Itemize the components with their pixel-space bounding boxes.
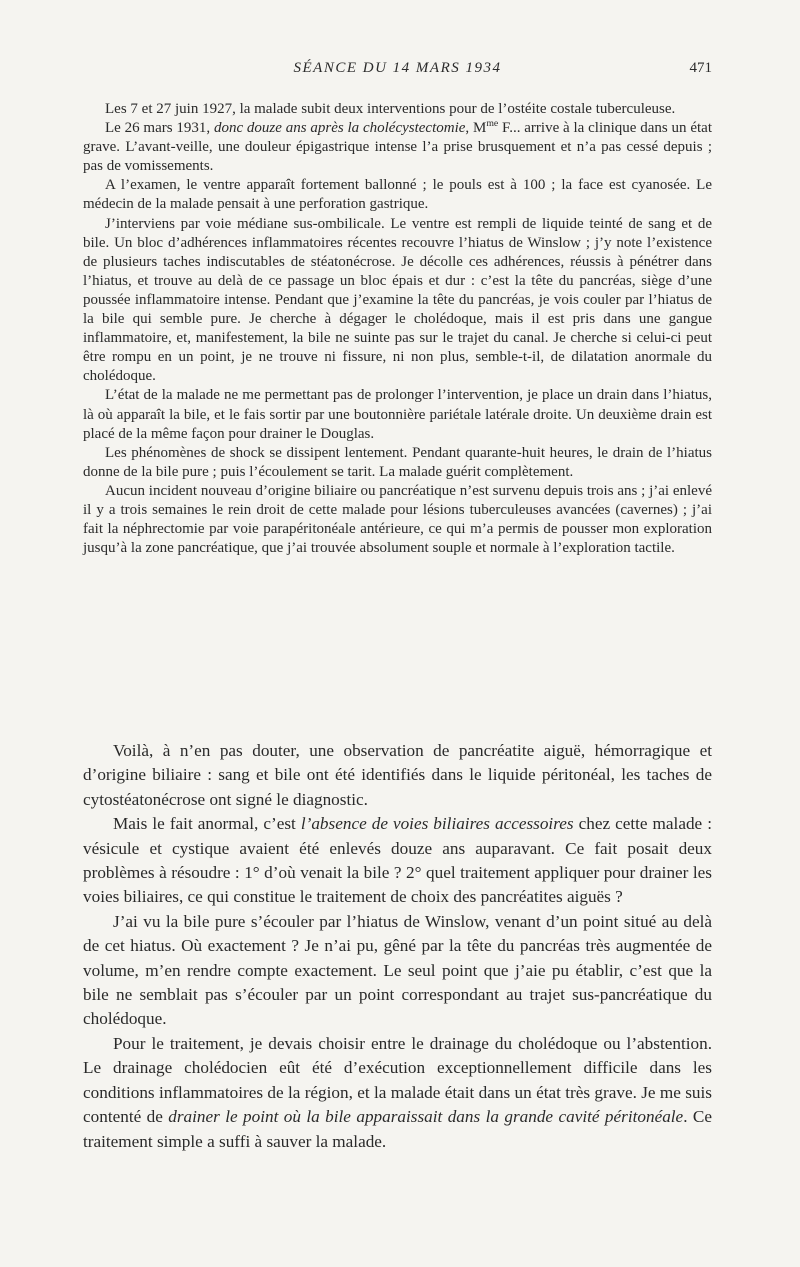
discussion-section [83,739,712,1154]
paragraph: A l’examen, le ventre apparaît fortement ballonné ; le pouls est à 100 ; la face est cyanosée. Le médecin de la malade pensait à une perforation gastrique. [83,177,712,213]
paragraph: Aucun incident nouveau d’origine biliaire ou pancréatique n’est survenu depuis trois ans ; j’ai enlevé il y a trois semaines le rein droit de cette malade pour lésions tuberculeuses avancées (cavernes) ; j’ai fait la néphrectomie par voie parapéritonéale antérieure, ce qui m’a permis de pousser mon exploration jusqu’à la zone pancréatique, que j’ai trouvée absolument souple et normale à l’exploration tactile. [83,482,712,557]
paragraph: Le 26 mars 1931, donc douze ans après la cholécystectomie, $M^{me}$ F... arrive à la clinique dans un état grave. L’avant-veille, une douleur épigastrique intense l’a prise brusquement et n’a pas cessé depuis ; pas de vomissements. [83,118,713,175]
paragraph: Pour le traitement, je devais choisir entre le drainage du cholédoque ou l’abstention. Le drainage cholédocien eût été d’exécution exceptionnellement difficile dans les conditions inflammatoires de la région, et la malade était dans un état très grave. Je me suis contenté de drainer le point où la bile apparaissait dans la grande cavité péritonéale. Ce traitement simple a suffi à sauver la malade. [83,1033,713,1151]
running-header [83,60,712,86]
paragraph: L’état de la malade ne me permettant pas de prolonger l’intervention, je place un drain dans l’hiatus, là où apparaît la bile, et le fais sortir par une boutonnière pariétale latérale droite. Un deuxième drain est placé de la même façon pour drainer le Douglas. [83,387,712,442]
page-number: 471 [689,60,712,76]
paragraph: Mais le fait anormal, c’est l’absence de voies biliaires accessoires chez cette malade : vésicule et cystique avaient été enlevés douze ans auparavant. Ce fait posait deux problèmes à résoudre : 1° d’où venait la bile ? 2° quel traitement appliquer pour drainer les voies biliaires, ce qui constitue le traitement de choix des pancréatites aiguës ? [83,814,712,907]
superscript: me [486,118,499,130]
case-report-section [83,100,712,558]
italic-phrase: drainer le point où la bile apparaissait dans la grande cavité péritonéale [168,1107,684,1127]
running-title: SÉANCE DU 14 MARS 1934 [293,60,502,76]
paragraph: Les 7 et 27 juin 1927, la malade subit deux interventions pour de l’ostéite costale tuberculeuse. [105,101,676,117]
italic-phrase: donc douze ans après la cholécystectomie [213,120,466,137]
paragraph: Voilà, à n’en pas douter, une observation de pancréatite aiguë, hémorragique et d’origine biliaire : sang et bile ont été identifiés dans le liquide péritonéal, les taches de cytostéatonécrose ont signé le diagnostic. [83,741,712,809]
paragraph: J’ai vu la bile pure s’écouler par l’hiatus de Winslow, venant d’un point situé au delà de cet hiatus. Où exactement ? Je n’ai pu, gêné par la tête du pancréas très augmentée de volume, m’en rendre compte exactement. Le seul point que j’aie pu établir, c’est que la bile ne semblait pas s’écouler par un point correspondant au trajet sus-pancréatique du cholédoque. [83,911,712,1029]
paragraph: Les phénomènes de shock se dissipent lentement. Pendant quarante-huit heures, le drain de l’hiatus donne de la bile pure ; puis l’écoulement se tarit. La malade guérit complètement. [83,444,712,480]
italic-phrase: l’absence de voies biliaires accessoires [300,814,574,834]
paragraph: J’interviens par voie médiane sus-ombilicale. Le ventre est rempli de liquide teinté de sang et de bile. Un bloc d’adhérences inflammatoires récentes recouvre l’hiatus de Winslow ; j’y note l’existence de plusieurs taches indiscutables de stéatonécrose. Je décolle ces adhérences, réussis à pénétrer dans l’hiatus, et trouve au delà de ce passage un bloc épais et dur : c’est la tête du pancréas, siège d’une poussée inflammatoire intense. Pendant que j’examine la tête du pancréas, je vois couler par l’hiatus de la bile qui semble pure. Je cherche à dégager le cholédoque, mais il est pris dans une gangue inflammatoire, et, manifestement, la bile ne suinte pas sur le trajet du canal. Je cherche si celui-ci peut être rompu en un point, je ne trouve ni fissure, ni non plus, semble-t-il, de dilatation anormale du cholédoque. [83,215,712,385]
